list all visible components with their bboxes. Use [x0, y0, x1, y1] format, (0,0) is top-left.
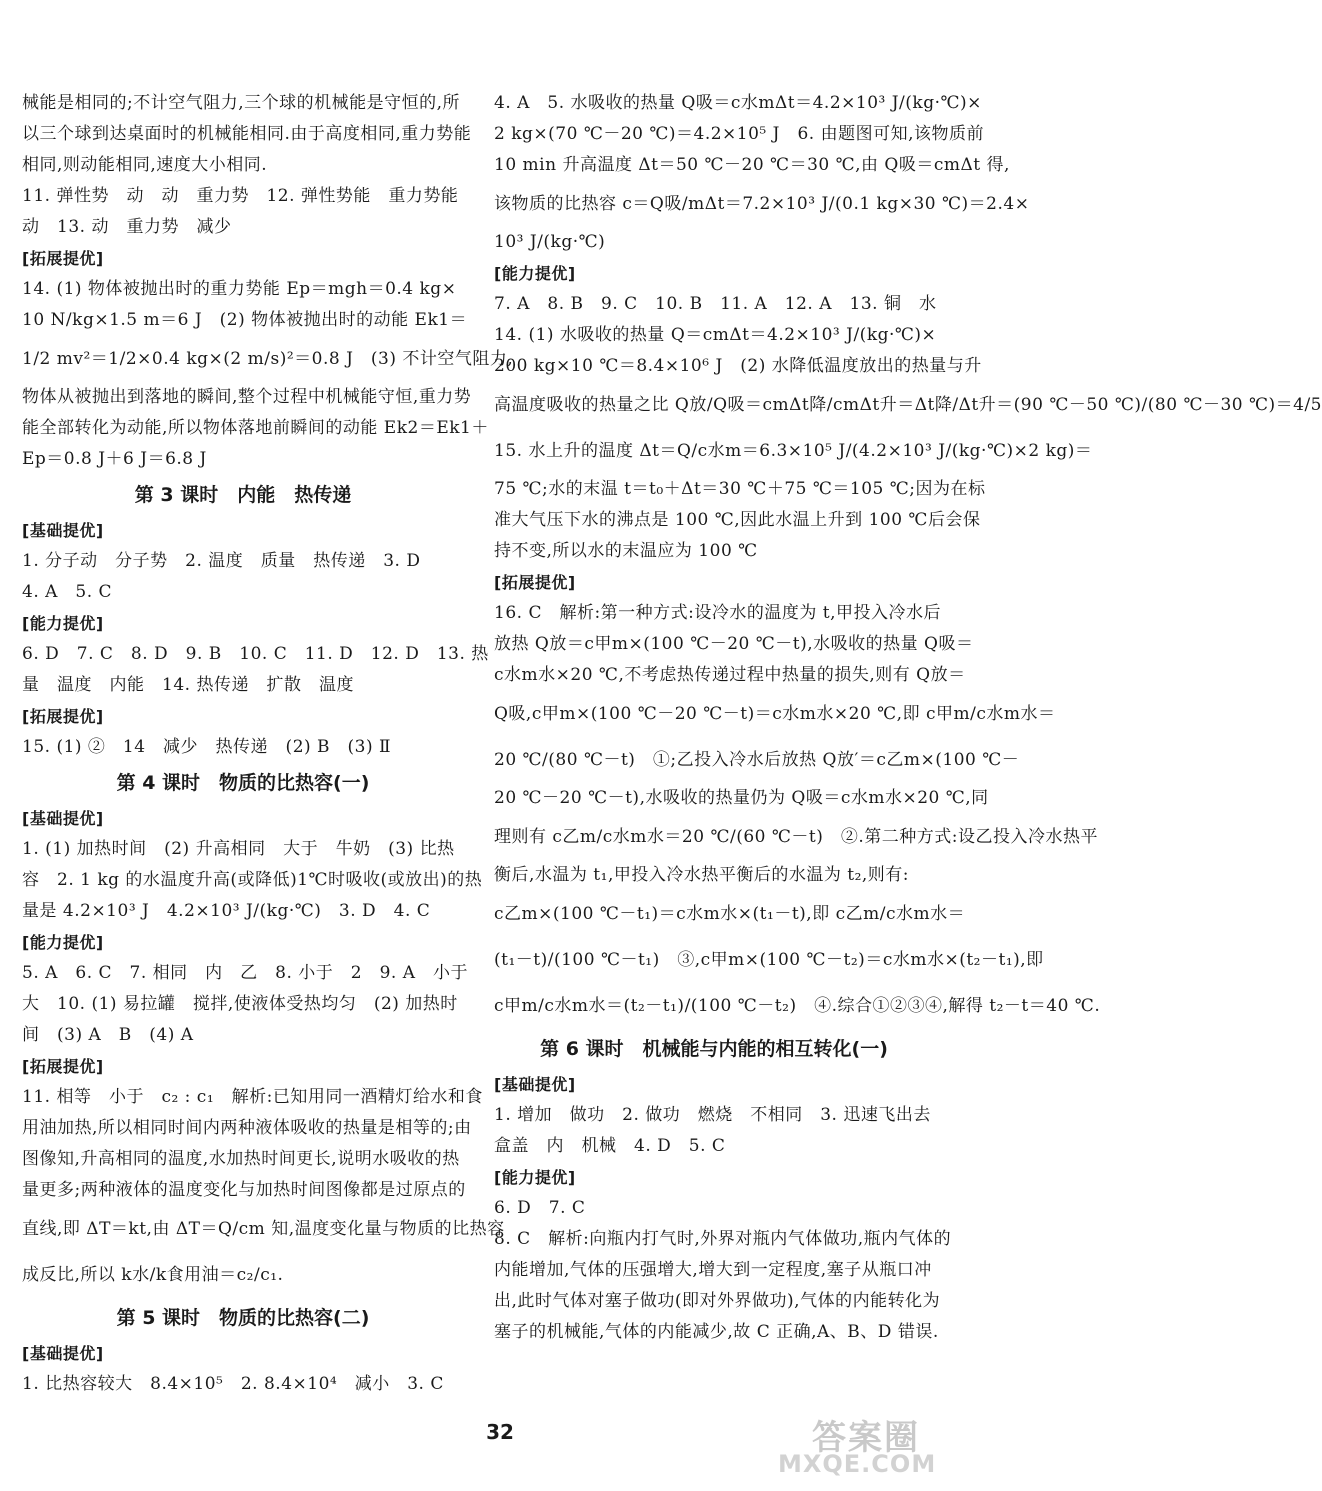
- formula-line: 直线,即 ΔT＝kt,由 ΔT＝Q/cm 知,温度变化量与物质的比热容: [22, 1219, 505, 1239]
- right-column: [494, 88, 1322, 1348]
- answer-line: 10 N/kg×1.5 m＝6 J (2) 物体被抛出时的动能 Ek1＝: [22, 310, 468, 330]
- left-column: [22, 88, 514, 1400]
- watermark-logo: [760, 1408, 990, 1484]
- lesson-title: 第 5 课时 物质的比热容(二): [116, 1307, 370, 1329]
- answer-line: 200 kg×10 ℃＝8.4×10⁶ J (2) 水降低温度放出的热量与升: [494, 356, 982, 376]
- answer-line: 量是 4.2×10³ J 4.2×10³ J/(kg·℃) 3. D 4. C: [22, 901, 431, 921]
- answer-line: 1. 比热容较大 8.4×10⁵ 2. 8.4×10⁴ 减小 3. C: [22, 1374, 444, 1394]
- answer-line: 持不变,所以水的末温应为 100 ℃: [494, 541, 758, 561]
- answer-line: c水m水×20 ℃,不考虑热传递过程中热量的损失,则有 Q放＝: [494, 665, 966, 685]
- answer-line: 衡后,水温为 t₁,甲投入冷水热平衡后的水温为 t₂,则有:: [494, 865, 910, 885]
- answer-line: 出,此时气体对塞子做功(即对外界做功),气体的内能转化为: [494, 1291, 941, 1311]
- answer-line: 7. A 8. B 9. C 10. B 11. A 12. A 13. 铜 水: [494, 294, 937, 314]
- answer-line: 14. (1) 水吸收的热量 Q＝cmΔt＝4.2×10³ J/(kg·℃)×: [494, 325, 937, 345]
- answer-line: 量更多;两种液体的温度变化与加热时间图像都是过原点的: [22, 1180, 466, 1200]
- answer-line: 1. 增加 做功 2. 做功 燃烧 不相同 3. 迅速飞出去: [494, 1105, 931, 1125]
- answer-line: 4. A 5. C: [22, 582, 113, 602]
- section-tag: [基础提优]: [22, 1344, 104, 1363]
- formula-line: 15. 水上升的温度 Δt＝Q/c水m＝6.3×10⁵ J/(4.2×10³ J/(kg·℃)×2 kg)＝: [494, 441, 1093, 461]
- answer-line: 11. 弹性势 动 动 重力势 12. 弹性势能 重力势能: [22, 186, 459, 206]
- answer-line: 内能增加,气体的压强增大,增大到一定程度,塞子从瓶口冲: [494, 1260, 932, 1280]
- answer-line: 1. 分子动 分子势 2. 温度 质量 热传递 3. D: [22, 551, 421, 571]
- answer-line: 20 ℃－20 ℃－t),水吸收的热量仍为 Q吸＝c水m水×20 ℃,同: [494, 788, 989, 808]
- answer-line: 6. D 7. C 8. D 9. B 10. C 11. D 12. D 13. 热: [22, 644, 489, 664]
- formula-line: 20 ℃/(80 ℃－t) ①;乙投入冷水后放热 Q放′＝c乙m×(100 ℃－: [494, 750, 1020, 770]
- answer-line: 10 min 升高温度 Δt＝50 ℃－20 ℃＝30 ℃,由 Q吸＝cmΔt 得,: [494, 155, 1010, 175]
- section-tag: [拓展提优]: [494, 573, 576, 592]
- answer-line: 械能是相同的;不计空气阻力,三个球的机械能是守恒的,所: [22, 93, 461, 113]
- section-tag: [能力提优]: [22, 933, 104, 952]
- answer-line: 塞子的机械能,气体的内能减少,故 C 正确,A、B、D 错误.: [494, 1322, 939, 1342]
- section-tag: [能力提优]: [494, 1168, 576, 1187]
- answer-line: 容 2. 1 kg 的水温度升高(或降低)1℃时吸收(或放出)的热: [22, 870, 483, 890]
- formula-line: (t₁－t)/(100 ℃－t₁) ③,c甲m×(100 ℃－t₂)＝c水m水×(t₂－t₁),即: [494, 950, 1044, 970]
- formula-line: 该物质的比热容 c＝Q吸/mΔt＝7.2×10³ J/(0.1 kg×30 ℃)＝2.4×: [494, 194, 1030, 214]
- answer-line: 盒盖 内 机械 4. D 5. C: [494, 1136, 726, 1156]
- answer-line: 相同,则动能相同,速度大小相同.: [22, 155, 268, 175]
- answer-line: 以三个球到达桌面时的机械能相同.由于高度相同,重力势能: [22, 124, 472, 144]
- answer-line: 动 13. 动 重力势 减少: [22, 217, 232, 237]
- answer-line: 图像知,升高相同的温度,水加热时间更长,说明水吸收的热: [22, 1149, 460, 1169]
- answer-line: 间 (3) A B (4) A: [22, 1025, 194, 1045]
- formula-line: c甲m/c水m水＝(t₂－t₁)/(100 ℃－t₂) ④.综合①②③④,解得 t₂－t＝40 ℃.: [494, 996, 1101, 1016]
- answer-line: 11. 相等 小于 c₂ : c₁ 解析:已知用同一酒精灯给水和食: [22, 1087, 483, 1107]
- section-tag: [拓展提优]: [22, 249, 104, 268]
- answer-line: 放热 Q放＝c甲m×(100 ℃－20 ℃－t),水吸收的热量 Q吸＝: [494, 634, 974, 654]
- answer-line: 4. A 5. 水吸收的热量 Q吸＝c水mΔt＝4.2×10³ J/(kg·℃)×: [494, 93, 982, 113]
- formula-line: 1/2 mv²＝1/2×0.4 kg×(2 m/s)²＝0.8 J (3) 不计空气阻力,: [22, 349, 514, 369]
- answer-line: 物体从被抛出到落地的瞬间,整个过程中机械能守恒,重力势: [22, 387, 472, 407]
- answer-line: 8. C 解析:向瓶内打气时,外界对瓶内气体做功,瓶内气体的: [494, 1229, 952, 1249]
- section-tag: [拓展提优]: [22, 707, 104, 726]
- section-tag: [能力提优]: [22, 614, 104, 633]
- answer-line: 14. (1) 物体被抛出时的重力势能 Ep＝mgh＝0.4 kg×: [22, 279, 457, 299]
- answer-line: 量 温度 内能 14. 热传递 扩散 温度: [22, 675, 354, 695]
- lesson-title: 第 6 课时 机械能与内能的相互转化(一): [540, 1038, 888, 1060]
- answer-line: 16. C 解析:第一种方式:设冷水的温度为 t,甲投入冷水后: [494, 603, 942, 623]
- section-tag: [基础提优]: [22, 809, 104, 828]
- watermark-bottom-text: MXQE.COM: [778, 1450, 937, 1478]
- page-number: 32: [486, 1420, 514, 1444]
- answer-line: 1. (1) 加热时间 (2) 升高相同 大于 牛奶 (3) 比热: [22, 839, 455, 859]
- answer-line: Ep＝0.8 J＋6 J＝6.8 J: [22, 449, 207, 469]
- formula-line: c乙m×(100 ℃－t₁)＝c水m水×(t₁－t),即 c乙m/c水m水＝: [494, 904, 966, 924]
- formula-line: 理则有 c乙m/c水m水＝20 ℃/(60 ℃－t) ②.第二种方式:设乙投入冷水热平: [494, 827, 1098, 847]
- section-tag: [基础提优]: [494, 1075, 576, 1094]
- answer-line: 15. (1) ② 14 减少 热传递 (2) B (3) Ⅱ: [22, 737, 392, 757]
- answer-line: 准大气压下水的沸点是 100 ℃,因此水温上升到 100 ℃后会保: [494, 510, 981, 530]
- answer-line: 能全部转化为动能,所以物体落地前瞬间的动能 Ek2＝Ek1＋: [22, 418, 489, 438]
- answer-line: 10³ J/(kg·℃): [494, 232, 606, 252]
- section-tag: [拓展提优]: [22, 1057, 104, 1076]
- answer-line: 2 kg×(70 ℃－20 ℃)＝4.2×10⁵ J 6. 由题图可知,该物质前: [494, 124, 984, 144]
- formula-line: 成反比,所以 k水/k食用油＝c₂/c₁.: [22, 1265, 284, 1285]
- answer-line: 5. A 6. C 7. 相同 内 乙 8. 小于 2 9. A 小于: [22, 963, 468, 983]
- answer-line: 用油加热,所以相同时间内两种液体吸收的热量是相等的;由: [22, 1118, 472, 1138]
- formula-line: Q吸,c甲m×(100 ℃－20 ℃－t)＝c水m水×20 ℃,即 c甲m/c水m水＝: [494, 704, 1056, 724]
- lesson-title: 第 3 课时 内能 热传递: [134, 484, 352, 506]
- section-tag: [能力提优]: [494, 264, 576, 283]
- lesson-title: 第 4 课时 物质的比热容(一): [116, 772, 370, 794]
- formula-line: 高温度吸收的热量之比 Q放/Q吸＝cmΔt降/cmΔt升＝Δt降/Δt升＝(90 ℃－50 ℃)/(80 ℃－30 ℃)＝4/5: [494, 395, 1322, 415]
- section-tag: [基础提优]: [22, 521, 104, 540]
- answer-line: 6. D 7. C: [494, 1198, 586, 1218]
- answer-line: 75 ℃;水的末温 t＝t₀＋Δt＝30 ℃＋75 ℃＝105 ℃;因为在标: [494, 479, 986, 499]
- watermark-top-text: 答案圈: [812, 1418, 920, 1458]
- answer-line: 大 10. (1) 易拉罐 搅拌,使液体受热均匀 (2) 加热时: [22, 994, 458, 1014]
